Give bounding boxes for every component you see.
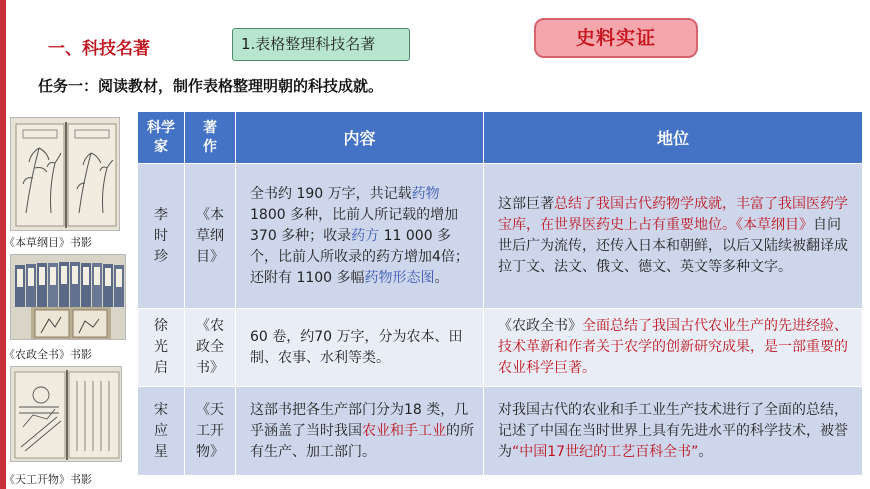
status-cell: 《农政全书》全面总结了我国古代农业生产的先进经验、技术革新和作者关于农学的创新研究成果，是一部重要的农业科学巨著。 [484,309,863,387]
table-row [138,387,863,476]
tiangong-caption: 《天工开物》书影 [4,473,92,486]
scientist-cell: 李 时 珍 [138,164,185,309]
bencao-book-image [10,117,120,231]
work-cell: 《天 工开 物》 [185,387,236,476]
task-instruction: 任务一：阅读教材，制作表格整理明朝的科技成就。 [38,77,384,95]
header-content: 内容 [236,112,484,164]
content-cell: 这部书把各生产部门分为18 类，几乎涵盖了当时我国农业和手工业的所有生产、加工部门。 [236,387,484,476]
status-cell: 这部巨著总结了我国古代药物学成就，丰富了我国医药学宝库，在世界医药史上占有重要地位。《本草纲目》自问世后广为流传，还传入日本和朝鲜，以后又陆续被翻译成拉丁文、法文、俄文、德文、英文等多种文字。 [484,164,863,309]
topic-label: 1.表格整理科技名著 [232,28,410,61]
work-cell: 《本 草纲 目》 [185,164,236,309]
status-cell: 对我国古代的农业和手工业生产技术进行了全面的总结，记述了中国在当时世界上具有先进水平的科学技术，被誉为“中国17世纪的工艺百科全书”。 [484,387,863,476]
header-scientist: 科学 家 [138,112,185,164]
header-status: 地位 [484,112,863,164]
content-cell: 全书约 190 万字，共记载药物 1800 多种，比前人所记载的增加 370 多种；收录药方 11 000 多个，比前人所收录的药方增加4倍；还附有 1100 多幅药物形态图。 [236,164,484,309]
table-row [138,164,863,309]
tech-achievements-table [137,111,863,476]
nongzheng-caption: 《农政全书》书影 [4,348,92,361]
header-work: 著 作 [185,112,236,164]
scientist-cell: 宋 应 星 [138,387,185,476]
section-title: 一、科技名著 [48,39,150,59]
scientist-cell: 徐 光 启 [138,309,185,387]
nongzheng-book-image [10,254,126,340]
evidence-button[interactable]: 史料实证 [534,18,698,58]
table-row [138,309,863,387]
table-header-row [138,112,863,164]
bencao-caption: 《本草纲目》书影 [4,236,92,249]
content-cell: 60 卷，约70 万字，分为农本、田制、农事、水利等类。 [236,309,484,387]
tiangong-book-image [10,366,122,462]
work-cell: 《农 政全 书》 [185,309,236,387]
